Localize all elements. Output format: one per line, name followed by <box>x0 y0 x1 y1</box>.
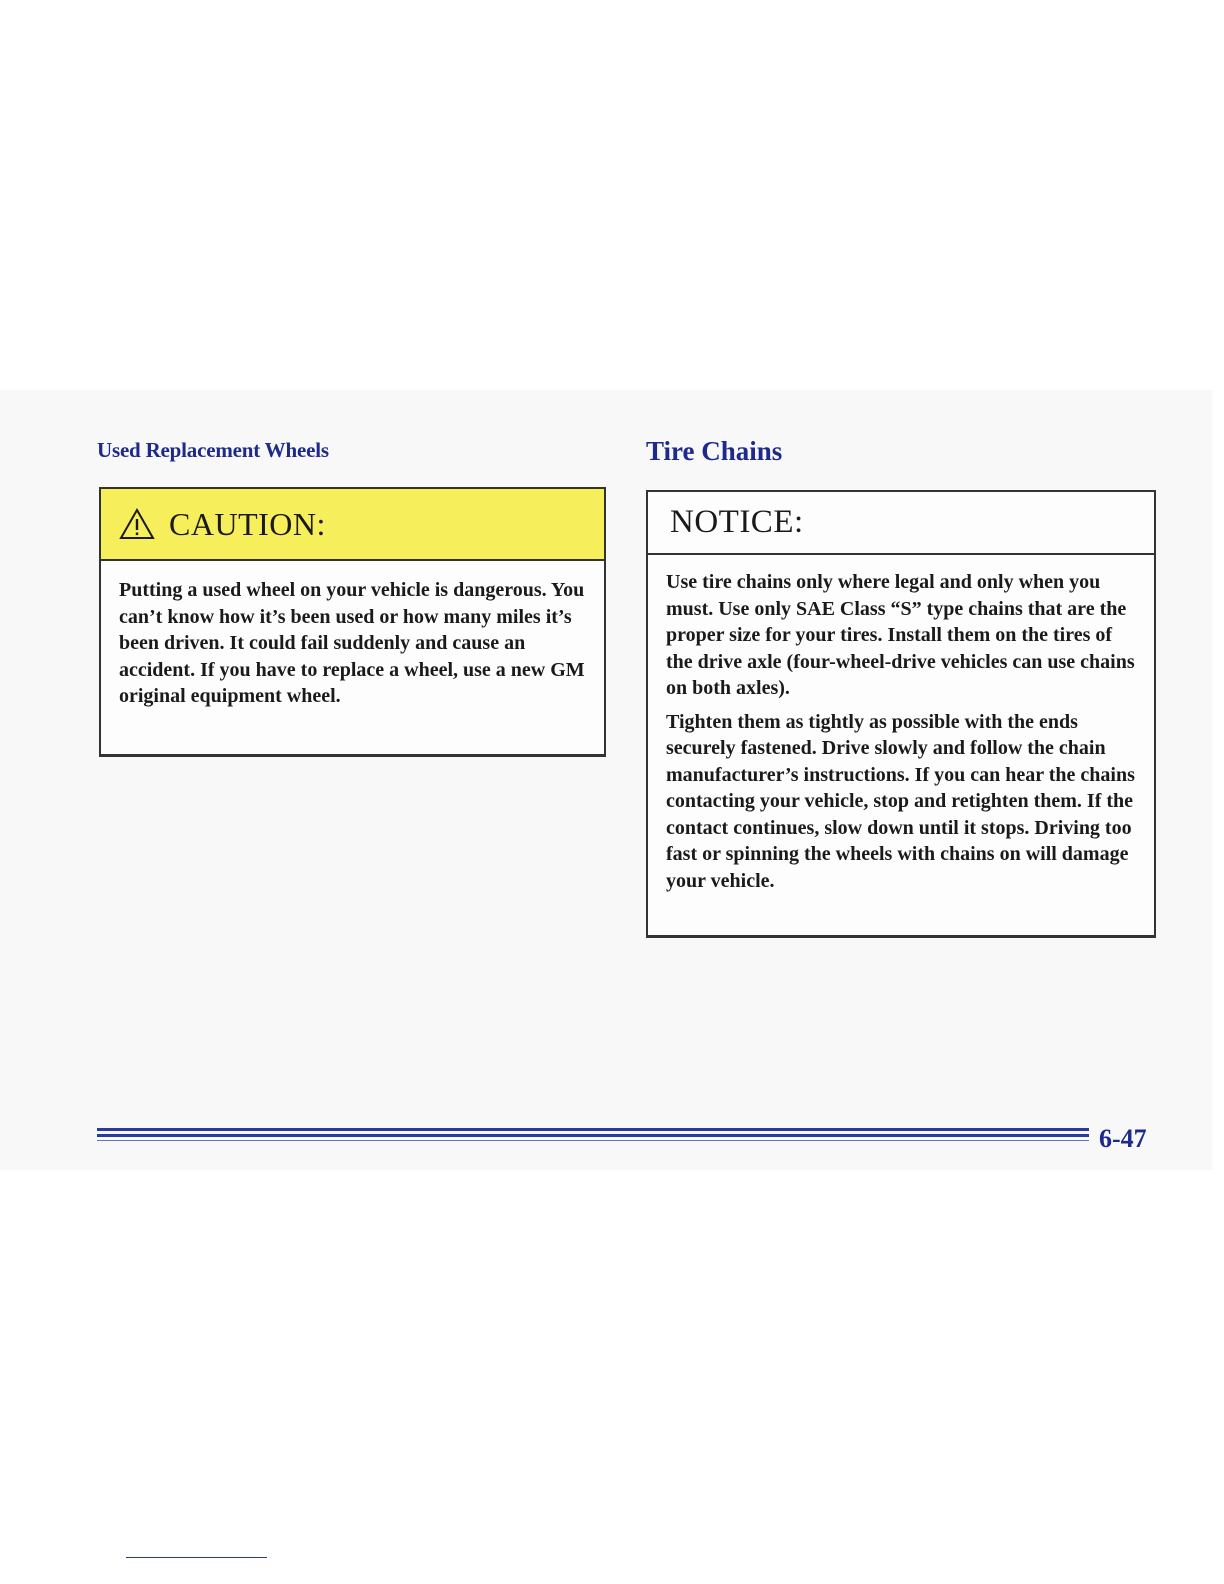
notice-paragraph: Use tire chains only where legal and only when you must. Use only SAE Class “S” type chains that are the proper size for your tires. Install them on the tires of the drive axle (four-wheel-drive vehicles can use chains on both axles). <box>666 571 1135 699</box>
caution-title: CAUTION: <box>169 505 326 542</box>
notice-header <box>648 492 1154 555</box>
page-number: 6-47 <box>1099 1124 1147 1153</box>
caution-header <box>101 489 604 561</box>
caution-text: Putting a used wheel on your vehicle is dangerous. You can’t know how it’s been used or how many miles it’s been driven. It could fail suddenly and cause an accident. If you have to replace a wheel, use a new GM original equipment wheel. <box>119 579 585 707</box>
caution-body <box>101 561 604 720</box>
notice-title: NOTICE: <box>670 504 804 540</box>
notice-box <box>646 490 1156 938</box>
stray-rule <box>126 1557 267 1558</box>
notice-paragraph: Tighten them as tightly as possible with the ends securely fastened. Drive slowly and follow the chain manufacturer’s instructions. If you can hear the chains contacting your vehicle, stop and retighten them. If the contact continues, slow down until it stops. Driving too fast or spinning the wheels with chains on will damage your vehicle. <box>666 710 1135 892</box>
used-replacement-wheels-heading: Used Replacement Wheels <box>97 438 329 462</box>
warning-triangle-icon <box>119 508 155 540</box>
tire-chains-heading: Tire Chains <box>646 436 783 466</box>
notice-body <box>648 555 1154 904</box>
footer-rule <box>97 1128 1089 1148</box>
caution-box <box>99 487 606 757</box>
